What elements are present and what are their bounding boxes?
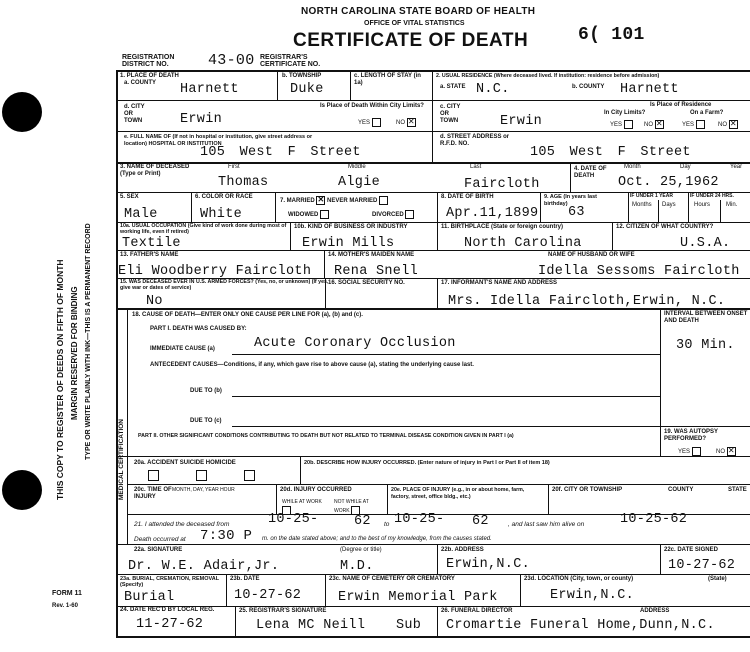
cemetery-label: 23c. NAME OF CEMETERY OR CREMATORY [329, 576, 455, 582]
punch-hole-top [2, 92, 42, 132]
date-signed-label: 22c. DATE SIGNED [664, 547, 718, 553]
informant: Mrs. Idella Faircloth,Erwin, N.C. [448, 294, 726, 309]
death-city: Erwin [180, 112, 223, 127]
minutes-label: Min. [726, 202, 738, 208]
business: Erwin Mills [302, 236, 395, 251]
injury-state-label: STATE [728, 487, 747, 493]
due-to-b-label: DUE TO (b) [190, 388, 222, 394]
county-label: a. COUNTY [124, 80, 157, 86]
residence-county: Harnett [620, 82, 679, 97]
homicide-checkbox [244, 470, 255, 481]
ssn-label: 16. SOCIAL SECURITY NO. [328, 280, 405, 286]
race-label: 6. COLOR OR RACE [195, 194, 253, 200]
father-name-label: 13. FATHER'S NAME [120, 252, 179, 258]
middle-name: Algie [338, 175, 381, 190]
usual-residence-label: 2. USUAL RESIDENCE (Where deceased lived. If institution: residence before admission) [436, 73, 660, 79]
burial: Burial [124, 590, 175, 605]
physician-address-label: 22b. ADDRESS [441, 547, 484, 553]
part-2-label: PART II. OTHER SIGNIFICANT CONDITIONS CONTRIBUTING TO DEATH BUT NOT RELATED TO TERMINAL DISEASE CONDITION GIVEN IN PART I (a) [138, 433, 514, 439]
funeral-address-label: ADDRESS [640, 608, 670, 614]
hospital-address: 105 West F Street [200, 145, 361, 160]
burial-date-label: 23b. DATE [230, 576, 260, 582]
attended-to-year: 62 [472, 514, 489, 529]
length-of-stay-label: c. LENGTH OF STAY (in 1a) [354, 73, 421, 86]
date-of-death: Oct. 25,1962 [618, 175, 719, 190]
immediate-cause: Acute Coronary Occlusion [254, 336, 456, 351]
race: White [200, 207, 243, 222]
month-label: Month [624, 164, 641, 170]
physician-address: Erwin,N.C. [446, 557, 531, 572]
spouse-name: Idella Sessoms Faircloth [538, 264, 740, 279]
attended-label: 21. I attended the deceased from [134, 521, 230, 528]
first-name: Thomas [218, 175, 269, 190]
physician-degree: M.D. [340, 559, 374, 574]
first-name-label: First [228, 164, 240, 170]
place-of-injury-label: 20e. PLACE OF INJURY (e.g., in or about home, farm, factory, street, office bldg., etc.) [391, 487, 525, 500]
place-of-residence-label: Is Place of Residence [650, 102, 712, 108]
checkbox-no-checked: ✕ [407, 117, 415, 126]
last-saw-label: , and last saw him alive on [508, 521, 585, 528]
last-name-label: Last [470, 164, 482, 170]
registrar-signature-label: 25. REGISTRAR'S SIGNATURE [239, 608, 327, 614]
to-label: to [384, 521, 390, 528]
under-24-hours-label: IF UNDER 24 HRS. [690, 193, 734, 199]
time-of-injury-label: 20c. TIME OF INJURY [134, 487, 172, 500]
armed-forces: No [146, 294, 163, 309]
autopsy-yes: YES [678, 447, 701, 456]
certificate-number: 6( 101 [578, 25, 645, 45]
months-label: Months [632, 202, 652, 208]
not-while-at-work: NOT WHILE AT WORK [334, 499, 369, 514]
injury-county-label: COUNTY [668, 487, 694, 493]
mother-name-label: 14. MOTHER'S MAIDEN NAME [328, 252, 415, 258]
cause-of-death-label: 18. CAUSE OF DEATH—ENTER ONLY ONE CAUSE PER LINE FOR (a), (b) and (c). [132, 312, 363, 318]
cemetery: Erwin Memorial Park [338, 590, 498, 605]
residence-street: 105 West F Street [530, 145, 691, 160]
death-time: 7:30 P [200, 528, 253, 544]
due-to-c-label: DUE TO (c) [190, 418, 222, 424]
date-of-death-label: 4. DATE OF DEATH [574, 166, 607, 179]
year-label: Year [730, 164, 743, 170]
hospital-label: e. FULL NAME OF (If not in hospital or institution, give street address or location) HOSPITAL OR INSTITUTION [124, 134, 313, 147]
residence-state: N.C. [476, 82, 510, 97]
date-signed: 10-27-62 [668, 558, 736, 573]
last-saw-alive: 10-25-62 [620, 512, 688, 527]
death-township: Duke [290, 82, 324, 97]
attended-from-year: 62 [354, 514, 371, 529]
place-of-death-label: 1. PLACE OF DEATH [120, 73, 179, 79]
attended-to: 10-25- [394, 512, 445, 527]
birthplace: North Carolina [464, 236, 582, 251]
while-at-work: WHILE AT WORK [282, 499, 332, 515]
state-label: a. STATE [440, 84, 466, 90]
registrar-signature: Lena MC Neill [256, 618, 366, 633]
accident-checkbox [148, 470, 159, 481]
funeral-director-label: 26. FUNERAL DIRECTOR [441, 608, 513, 614]
location-label: 23d. LOCATION (City, town, or county) [524, 576, 634, 582]
spouse-label: NAME OF HUSBAND OR WIFE [548, 252, 635, 258]
medical-certification-label: MEDICAL CERTIFICATION [118, 418, 125, 500]
burial-label: 23a. BURIAL, CREMATION, REMOVAL (Specify) [120, 576, 220, 588]
hours-label: Hours [694, 202, 711, 208]
location-state-label: (State) [708, 576, 727, 582]
mother-name: Rena Snell [334, 264, 419, 279]
document-title: CERTIFICATE OF DEATH [293, 30, 529, 51]
city-township-label: 20f. CITY OR TOWNSHIP [552, 487, 623, 493]
name-of-deceased-label: 3. NAME OF DECEASED (Type or Print) [120, 164, 190, 177]
date-received: 11-27-62 [136, 617, 204, 632]
registrar-sub: Sub [396, 618, 422, 633]
antecedent-causes-label: ANTECEDENT CAUSES—Conditions, if any, which gave rise to above cause (a), stating the underlying cause last. [150, 362, 474, 368]
form-number: FORM 11 [52, 590, 82, 597]
degree-label: (Degree or title) [340, 547, 382, 553]
widowed-label: WIDOWED [288, 210, 329, 219]
physician-signature: Dr. W.E. Adair,Jr. [128, 559, 280, 574]
sex: Male [124, 207, 158, 222]
time-columns-label: MONTH, DAY, YEAR HOUR [172, 487, 235, 493]
birthplace-label: 11. BIRTHPLACE (State or foreign country) [441, 224, 564, 230]
middle-name-label: Middle [348, 164, 366, 170]
attended-from: 10-25- [268, 512, 319, 527]
injury-occurred-label: 20d. INJURY OCCURRED [280, 487, 352, 493]
age: 63 [568, 205, 585, 220]
citizen: U.S.A. [680, 236, 731, 251]
residence-city-label: c. CITY OR TOWN [440, 104, 461, 124]
autopsy-no: NO ✕ [716, 446, 735, 456]
residence-limits-yes: YES [610, 120, 633, 129]
sex-label: 5. SEX [120, 194, 139, 200]
date-received-label: 24. DATE REC'D BY LOCAL REG. [120, 607, 215, 613]
death-city-limits-yes: YES [358, 118, 381, 127]
registration-district-value: 43-00 [208, 52, 255, 69]
interval-value: 30 Min. [676, 338, 735, 353]
registrar-certificate-label: REGISTRAR'S CERTIFICATE NO. [260, 54, 321, 68]
on-farm-label: On a Farm? [690, 110, 724, 116]
days-label: Days [662, 202, 676, 208]
part-1-label: PART I. DEATH WAS CAUSED BY: [150, 326, 247, 332]
city-label: d. CITY OR TOWN [124, 104, 145, 124]
divorced-label: DIVORCED [372, 210, 414, 219]
under-1-year-label: IF UNDER 1 YEAR [630, 193, 673, 199]
death-occurred-label: Death occurred at [134, 536, 186, 543]
suicide-checkbox [196, 470, 207, 481]
margin-text-ink: TYPE OR WRITE PLAINLY WITH INK—THIS IS A PERMANENT RECORD [85, 223, 92, 460]
age-label: 9. AGE (In years last birthday) [544, 194, 597, 207]
burial-date: 10-27-62 [234, 588, 302, 603]
board-name: NORTH CAROLINA STATE BOARD OF HEALTH [301, 6, 536, 17]
residence-city-limits-label: In City Limits? [604, 110, 646, 116]
street-address-label: d. STREET ADDRESS or R.F.D. NO. [440, 134, 510, 147]
citizen-label: 12. CITIZEN OF WHAT COUNTRY? [616, 224, 714, 230]
death-occurred-tail: m. on the date stated above; and to the best of my knowledge, from the causes stated. [262, 536, 492, 542]
accident-label: 20a. ACCIDENT SUICIDE HOMICIDE [134, 460, 236, 466]
residence-county-label: b. COUNTY [572, 84, 605, 90]
armed-forces-label: 15. WAS DECEASED EVER IN U.S. ARMED FORCES? (Yes, no, or unknown) (If yes, give war or dates of service) [120, 279, 329, 291]
married-label: 7. MARRIED ✕ NEVER MARRIED [280, 196, 388, 205]
date-of-birth-label: 8. DATE OF BIRTH [441, 194, 494, 200]
punch-hole-bottom [2, 470, 42, 510]
margin-text-binding: MARGIN RESERVED FOR BINDING [70, 286, 79, 420]
informant-label: 17. INFORMANT'S NAME AND ADDRESS [441, 280, 557, 286]
registration-district-label: REGISTRATION DISTRICT NO. [122, 54, 175, 68]
business-label: 10b. KIND OF BUSINESS OR INDUSTRY [294, 224, 408, 230]
autopsy-label: 19. WAS AUTOPSY PERFORMED? [664, 429, 718, 442]
interval-label: INTERVAL BETWEEN ONSET AND DEATH [664, 311, 748, 324]
immediate-cause-label: IMMEDIATE CAUSE (a) [150, 346, 215, 352]
married-checkbox-checked: ✕ [317, 195, 325, 204]
last-name: Faircloth [464, 177, 540, 192]
signature-label: 22a. SIGNATURE [134, 547, 183, 553]
residence-city: Erwin [500, 114, 543, 129]
farm-yes: YES [682, 120, 705, 129]
farm-no: NO ✕ [718, 119, 737, 129]
day-label: Day [680, 164, 691, 170]
date-of-birth: Apr.11,1899 [446, 206, 539, 221]
injury-description-label: 20b. DESCRIBE HOW INJURY OCCURRED. (Enter nature of injury in Part I or Part II of item 18) [304, 460, 550, 466]
occupation-label: 10a. USUAL OCCUPATION (Give kind of work done during most of working life, even if retired) [120, 223, 287, 235]
father-name: Eli Woodberry Faircloth [118, 264, 312, 279]
occupation: Textile [122, 236, 181, 251]
death-city-limits-no: NO ✕ [396, 117, 415, 127]
office-name: OFFICE OF VITAL STATISTICS [364, 20, 465, 27]
funeral-director: Cromartie Funeral Home,Dunn,N.C. [446, 618, 715, 633]
residence-limits-no: NO ✕ [644, 119, 663, 129]
form-revision: Rev. 1-60 [52, 603, 78, 609]
margin-text-register: THIS COPY TO REGISTER OF DEEDS ON FIFTH OF MONTH [55, 259, 65, 500]
burial-location: Erwin,N.C. [550, 588, 635, 603]
township-label: b. TOWNSHIP [282, 73, 322, 79]
death-county: Harnett [180, 82, 239, 97]
city-limits-label: Is Place of Death Within City Limits? [320, 103, 424, 109]
checkbox-yes [372, 118, 381, 127]
